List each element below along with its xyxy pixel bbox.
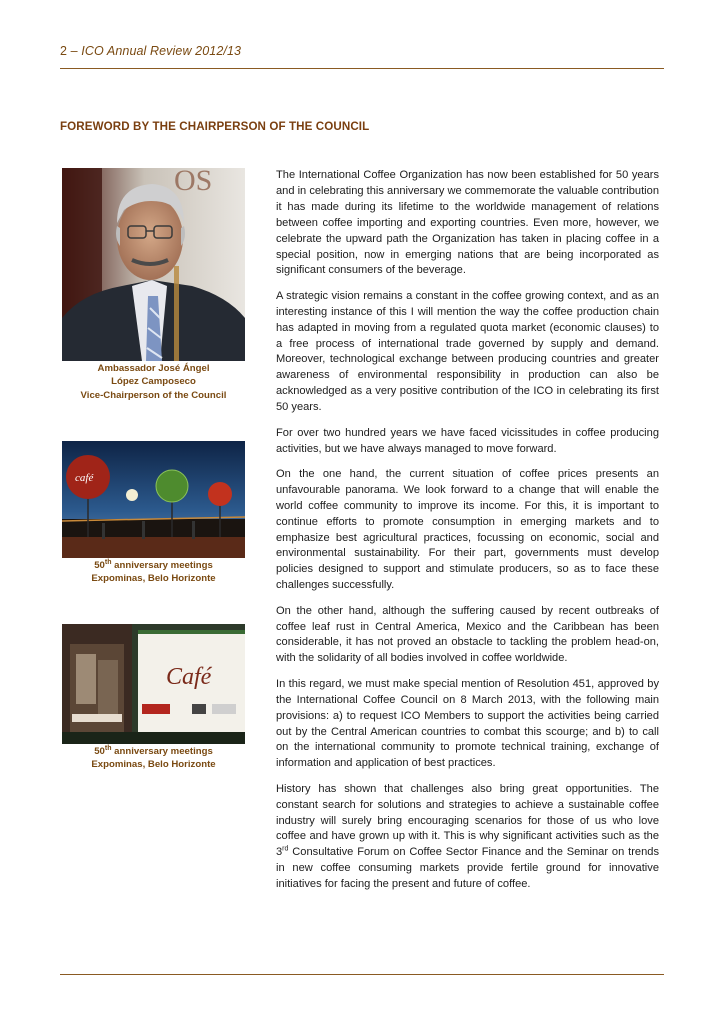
caption-line: Ambassador José Ángel bbox=[97, 363, 210, 374]
portrait-figure bbox=[62, 168, 245, 402]
foreword-body bbox=[276, 168, 659, 903]
svg-text:café: café bbox=[75, 472, 94, 484]
paragraph: On the one hand, the current situation of coffee prices presents an unfavourable panorama. We look forward to a change that will enable the world coffee community to improve its income. For this, it is important to continue efforts to promote consumption in emerging markets and to emphasize best agricultural practices, focussing on economic, social and environmental sustainability. For their part, governments must develop policies designed to support and stimulate producers, so as to face these challenges successfully. bbox=[276, 467, 659, 592]
paragraph: History has shown that challenges also bring great opportunities. The constant search for solutions and strategies to achieve a sustainable coffee industry will surely bring encouraging scenarios for those of us who love coffee and have grown up with it. This is why significant activities such as the 3rd Consultative Forum on Coffee Sector Finance and the Seminar on trends in new coffee consuming markets provide fertile ground for innovative initiatives for facing the present and future of coffee. bbox=[276, 782, 659, 891]
balloons-figure bbox=[62, 441, 245, 586]
coffee-stand-figure bbox=[62, 624, 245, 772]
balloons-photo bbox=[62, 441, 245, 558]
footer-rule bbox=[60, 974, 664, 975]
coffee-stand-caption bbox=[62, 745, 245, 772]
header-dash: – bbox=[70, 44, 78, 58]
paragraph: On the other hand, although the suffering caused by recent outbreaks of coffee leaf rust in Central America, Mexico and the Caribbean has been considerable, it has not proved an obstacle to tackling the problem head-on, with the solidarity of all bodies involved in coffee worldwide. bbox=[276, 604, 659, 665]
header-rule bbox=[60, 68, 664, 69]
paragraph: For over two hundred years we have faced vicissitudes in coffee producing activities, but we have always managed to move forward. bbox=[276, 426, 659, 455]
paragraph: A strategic vision remains a constant in the coffee growing context, and as an interesting instance of this I will mention the way the coffee production chain has adapted in moving from a regulated quota market (economic clauses) to a free process of international trade governed by supply and demand. Moreover, technological exchange between producing countries and greater awareness of environmental responsibility in production can also be acknowledged as a very positive contribution of the ICO in celebrating its first 50 years. bbox=[276, 289, 659, 414]
paragraph: In this regard, we must make special mention of Resolution 451, approved by the International Coffee Council on 8 March 2013, with the following main provisions: a) to request ICO Members to support the activities being carried out by the Central American countries to combat this scourge; and b) to call on the international community to promote technical training, exchange of information and application of best practices. bbox=[276, 677, 659, 770]
caption-line: 50th anniversary meetings bbox=[94, 558, 213, 571]
coffee-stand-photo bbox=[62, 624, 245, 744]
portrait-photo bbox=[62, 168, 245, 361]
caption-line: López Camposeco bbox=[111, 376, 196, 388]
page-number: 2 bbox=[60, 44, 68, 58]
caption-line: Vice-Chairperson of the Council bbox=[80, 389, 227, 401]
caption-line: 50th anniversary meetings bbox=[94, 744, 213, 757]
publication-title: ICO Annual Review 2012/13 bbox=[81, 44, 242, 58]
section-heading: FOREWORD BY THE CHAIRPERSON OF THE COUNCIL bbox=[60, 120, 370, 133]
running-header bbox=[60, 44, 241, 58]
svg-text:OS: OS bbox=[174, 168, 213, 197]
caption-line: Expominas, Belo Horizonte bbox=[91, 573, 216, 585]
balloons-caption bbox=[62, 559, 245, 586]
paragraph: The International Coffee Organization has now been established for 50 years and in celebrating this anniversary we commemorate the valuable contribution it has made during its lifetime to the worldwide management of relations between coffee importing and exporting countries. Even more, however, we celebrate the upward path the Organization has taken in placing coffee in a special position, now in emerging nations that are being incorporated as significant consumers of the beverage. bbox=[276, 169, 659, 277]
svg-text:Café: Café bbox=[166, 664, 212, 690]
portrait-caption bbox=[62, 362, 245, 402]
caption-line: Expominas, Belo Horizonte bbox=[91, 759, 216, 771]
